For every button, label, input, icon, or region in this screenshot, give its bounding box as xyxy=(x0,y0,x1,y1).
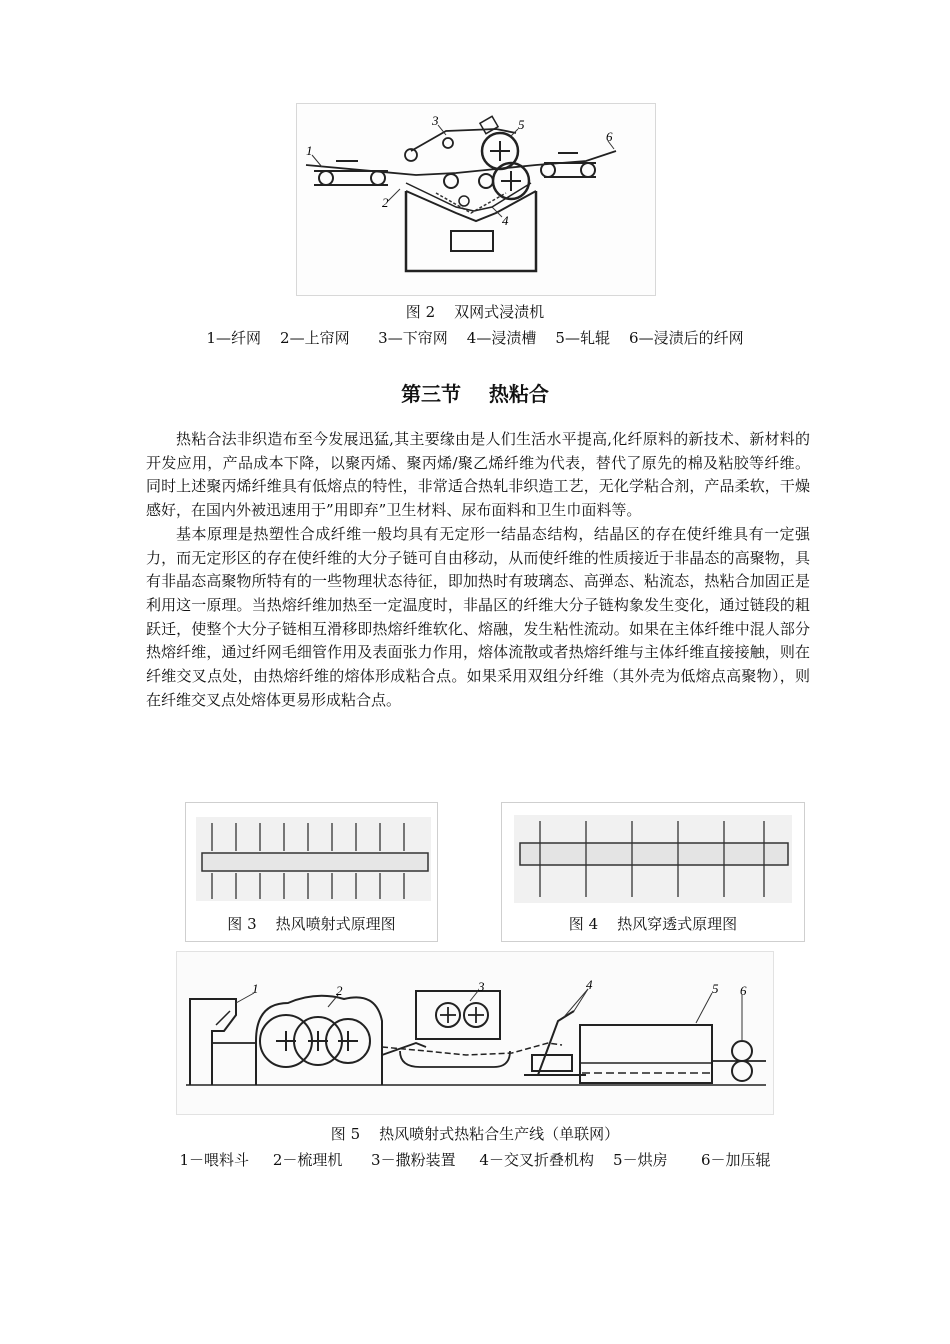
figure-2-mark-5: 5 xyxy=(518,117,525,132)
paragraph-1: 热粘合法非织造布至今发展迅猛,其主要缘由是人们生活水平提高,化纤原料的新技术、新材料的开发应用，产品成本下降，以聚丙烯、聚丙烯/聚乙烯纤维为代表，替代了原先的棉及粘胶等纤维。同时上述聚丙烯纤维具有低熔点的特性，非常适合热轧非织造工艺，无化学粘合剂，产品柔软，干燥感好，在国内外被迅速用于”用即弃”卫生材料、尿布面料和卫生巾面料等。 xyxy=(146,430,810,520)
figure-5-mark-2: 2 xyxy=(336,983,343,998)
figure-5-mark-1: 1 xyxy=(252,981,259,996)
figure-2-mark-1: 1 xyxy=(306,143,313,158)
figure-2-mark-3: 3 xyxy=(432,113,439,128)
figure-2-mark-4: 4 xyxy=(502,213,509,228)
figure-2-image xyxy=(296,103,656,296)
section-title: 第三节 热粘合 xyxy=(401,382,549,406)
paragraph-2: 基本原理是热塑性合成纤维一般均具有无定形一结晶态结构，结晶区的存在使纤维具有一定强力，而无定形区的存在使纤维的大分子链可自由移动，从而使纤维的性质接近于非晶态的高聚物，具有非晶态高聚物所特有的一些物理状态待征，即加热时有玻璃态、高弹态、粘流态，热粘合加固正是利用这一原理。当热熔纤维加热至一定温度时，非晶区的纤维大分子链构象发生变化，通过链段的耝跃迁，使整个大分子链相互滑移即热熔纤维软化、熔融，发生粘性流动。如果在主体纤维中混人部分热熔纤维，通过纤网毛细管作用及表面张力作用，熔体流散或者热熔纤维与主体纤维直接接触，则在纤维交叉点处，由热熔纤维的熔体形成粘合点。如果采用双组分纤维（其外壳为低熔点高聚物），则在纤维交叉点处熔体更易形成粘合点。 xyxy=(146,524,810,709)
figure-5-mark-5: 5 xyxy=(712,981,719,996)
figure-4-box xyxy=(501,802,805,942)
figure-2-mark-6: 6 xyxy=(606,129,613,144)
figure-3-box xyxy=(185,802,438,942)
figure-2-caption: 图 2 双网式浸渍机 xyxy=(405,303,545,321)
figure-3-caption: 图 3 热风喷射式原理图 xyxy=(227,915,396,933)
figure-4-image xyxy=(502,813,804,913)
figure-5-legend: 1－喂料斗 2－梳理机 3－撒粉装置 4－交叉折叠机构 5－烘房 6－加压辊 xyxy=(179,1151,771,1169)
body-text xyxy=(146,428,810,712)
figure-2-legend: 1—纤网 2—上帘网 3—下帘网 4—浸渍槽 5—轧辊 6—浸渍后的纤网 xyxy=(206,329,744,347)
figure-5-mark-3: 3 xyxy=(478,979,485,994)
figure-5-mark-4: 4 xyxy=(586,977,593,992)
figure-4-caption: 图 4 热风穿透式原理图 xyxy=(568,915,738,933)
figure-5-caption: 图 5 热风喷射式热粘合生产线（单联网） xyxy=(330,1125,620,1143)
figure-3-image xyxy=(186,813,437,913)
figure-2-mark-2: 2 xyxy=(382,195,389,210)
figure-5-mark-6: 6 xyxy=(740,983,747,998)
figure-5-image xyxy=(176,951,774,1115)
